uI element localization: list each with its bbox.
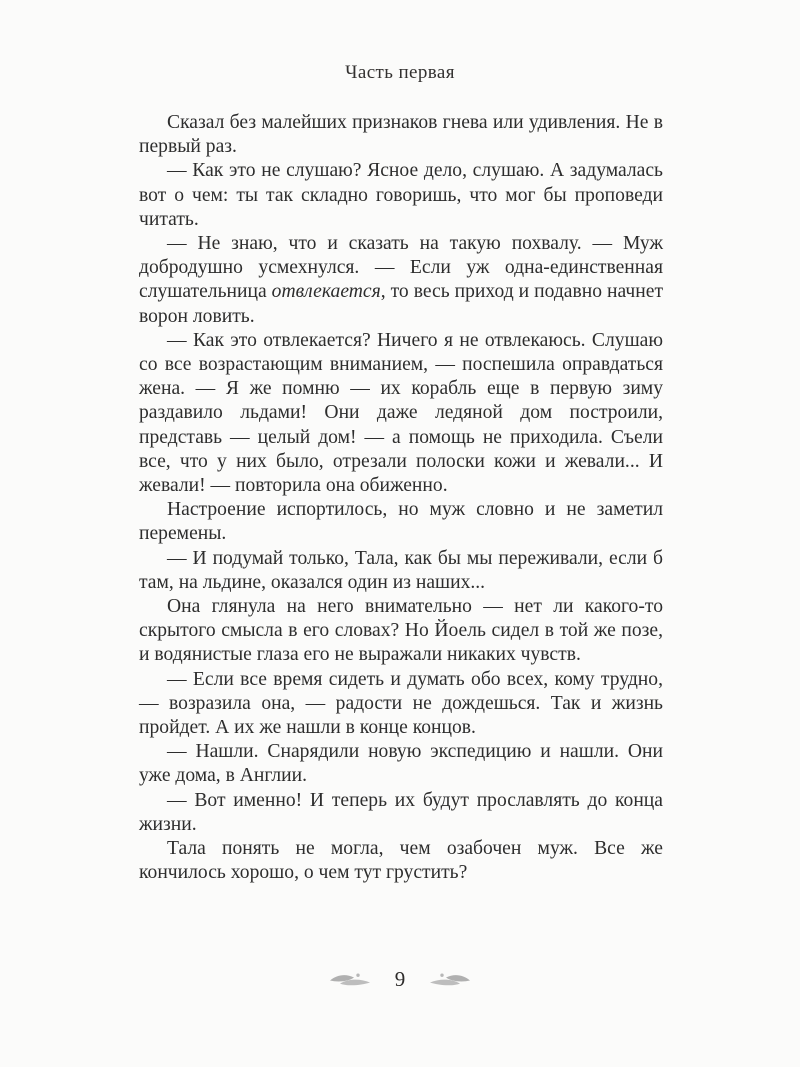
- swash-flourish-right-icon: [429, 972, 471, 987]
- paragraph: — Нашли. Снарядили новую экспедицию и нашли. Они уже дома, в Англии.: [139, 741, 663, 787]
- paragraph: Настроение испортилось, но муж словно и не заметил перемены.: [139, 499, 663, 545]
- paragraph-run-italic: отвлекается: [271, 281, 381, 303]
- paragraph: — И подумай только, Тала, как бы мы переживали, если б там, на льдине, оказался один из наших...: [139, 547, 663, 593]
- paragraph: Тала понять не могла, чем озабочен муж. Все же кончилось хорошо, о чем тут грустить?: [139, 838, 663, 884]
- paragraph: — Как это отвлекается? Ничего я не отвлекаюсь. Слушаю со все возрастающим вниманием, — поспешила оправдаться жена. — Я же помню — их корабль еще в первую зиму раздавило льдами! Они даже ледяной дом построили, представь — целый дом! — а помощь не приходила. Съели все, что у них было, отрезали полоски кожи и жевали... И жевали! — повторила она обиженно.: [139, 329, 663, 497]
- swash-flourish-left-icon: [329, 972, 371, 987]
- paragraph: — Как это не слушаю? Ясное дело, слушаю. А задумалась вот о чем: ты так складно говоришь, что мог бы проповеди читать.: [139, 160, 663, 230]
- paragraph: — Если все время сидеть и думать обо всех, кому трудно, — возразила она, — радости не дождешься. Так и жизнь пройдет. А их же нашли в конце концов.: [139, 668, 663, 739]
- chapter-header: Часть первая: [345, 62, 455, 83]
- paragraph: [139, 232, 663, 329]
- text-block: [139, 111, 663, 886]
- paragraph-run: , то весь приход и подавно начнет ворон ловить.: [139, 281, 664, 327]
- paragraph: Сказал без малейших признаков гнева или удивления. Не в первый раз.: [139, 112, 663, 158]
- paragraph: Она глянула на него внимательно — нет ли какого-то скрытого смысла в его словах? Но Йоель сидел в той же позе, и водянистые глаза его не выражали никаких чувств.: [139, 596, 663, 666]
- paragraph-run: — Не знаю, что и сказать на такую похвалу. — Муж добродушно усмехнулся. — Если уж одна-единственная слушательница: [139, 233, 663, 303]
- page-number: 9: [394, 967, 406, 991]
- page-footer: [0, 969, 800, 990]
- paragraph: — Вот именно! И теперь их будут прославлять до конца жизни.: [139, 789, 663, 835]
